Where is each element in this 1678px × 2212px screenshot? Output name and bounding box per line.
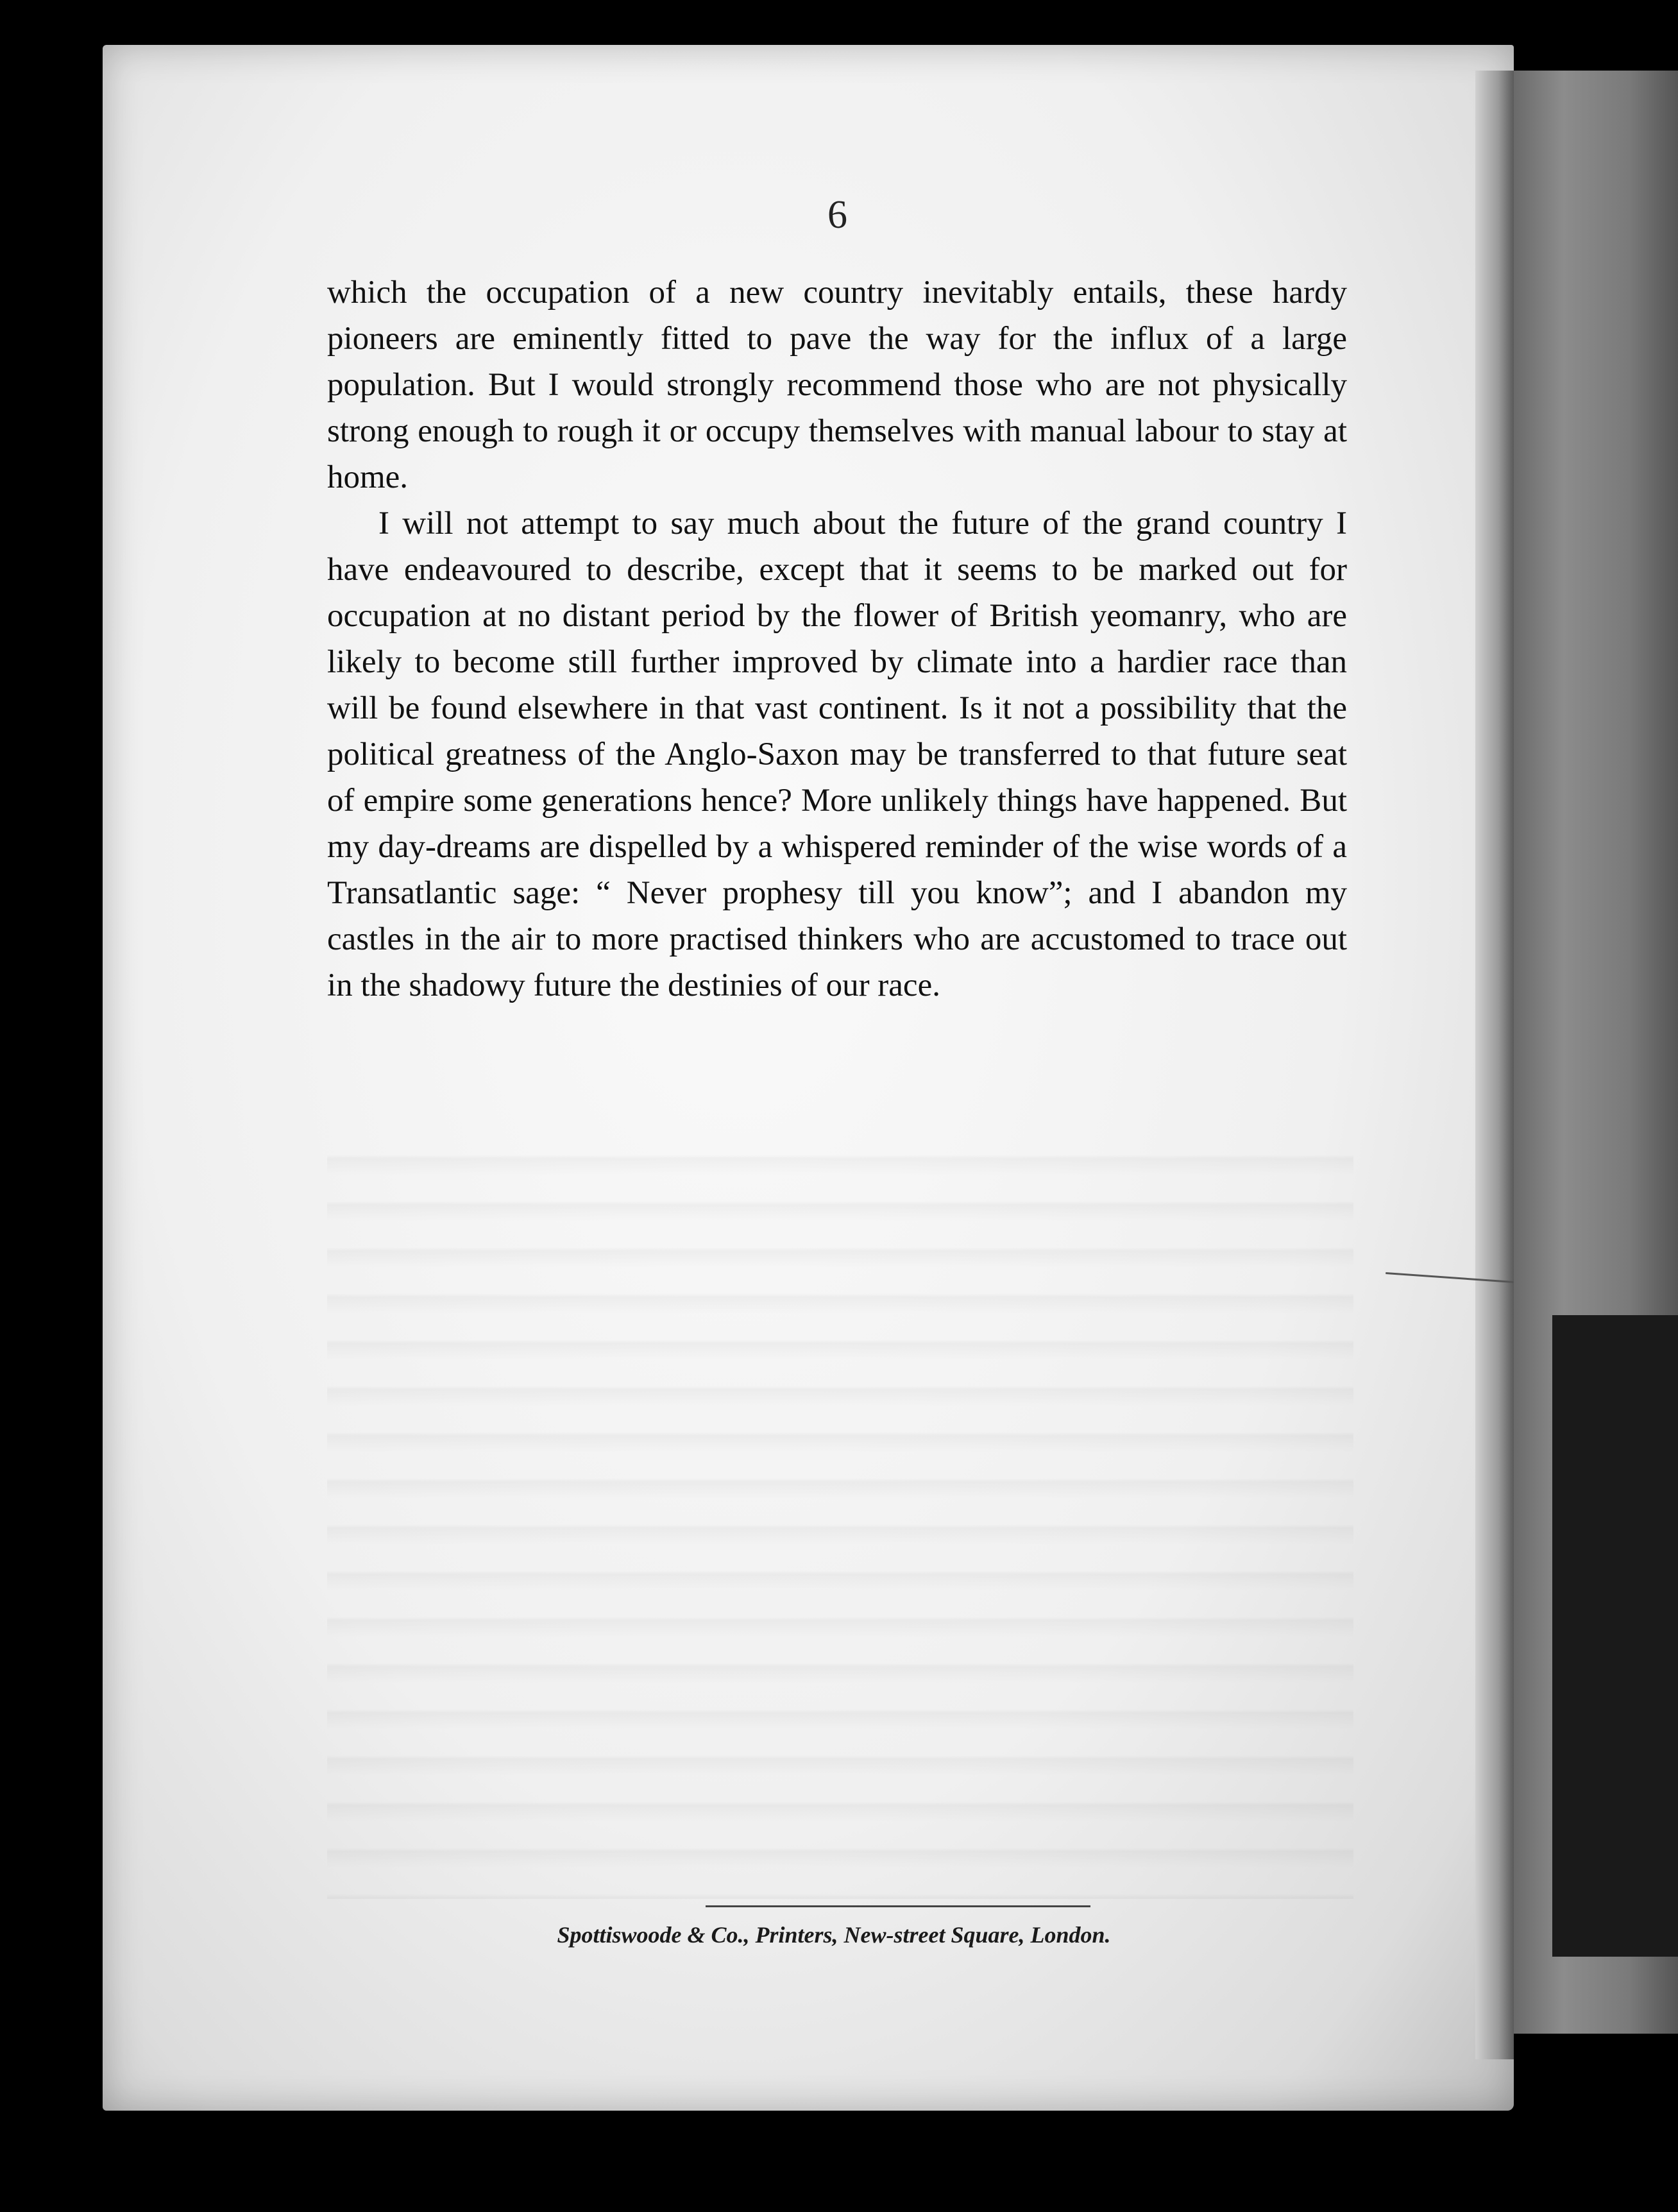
page-edge: [1475, 71, 1514, 2059]
paragraph: which the occupation of a new country inevitably entails, these hardy pioneers are eminently fitted to pave the way for the influx of a large population. But I would strongly recommend those who are not physically strong enough to rough it or occupy themselves with manual labour to stay at home.: [327, 275, 1347, 495]
body-text: [327, 269, 1347, 1008]
adjacent-page-shadow: [1552, 1315, 1678, 1957]
imprint-rule: [706, 1905, 1090, 1907]
paragraph: I will not attempt to say much about the future of the grand country I have endeavoured to describe, except that it seems to be marked out for occupation at no distant period by the flower of British yeomanry, who are likely to become still further improved by climate into a hardier race than will be found elsewhere in that vast continent. Is it not a possibility that the political greatness of the Anglo-Saxon may be transferred to that future seat of empire some generations hence? More unlikely things have happened. But my day-dreams are dispelled by a whispered reminder of the wise words of a Transatlantic sage: “ Never prophesy till you know”; and I abandon my castles in the air to more practised thinkers who are accustomed to trace out in the shadowy future the destinies of our race.: [327, 506, 1347, 1003]
page-number: 6: [827, 193, 847, 237]
show-through-text: [327, 1129, 1353, 1899]
printer-imprint: Spottiswoode & Co., Printers, New-street Square, London.: [557, 1922, 1111, 1948]
